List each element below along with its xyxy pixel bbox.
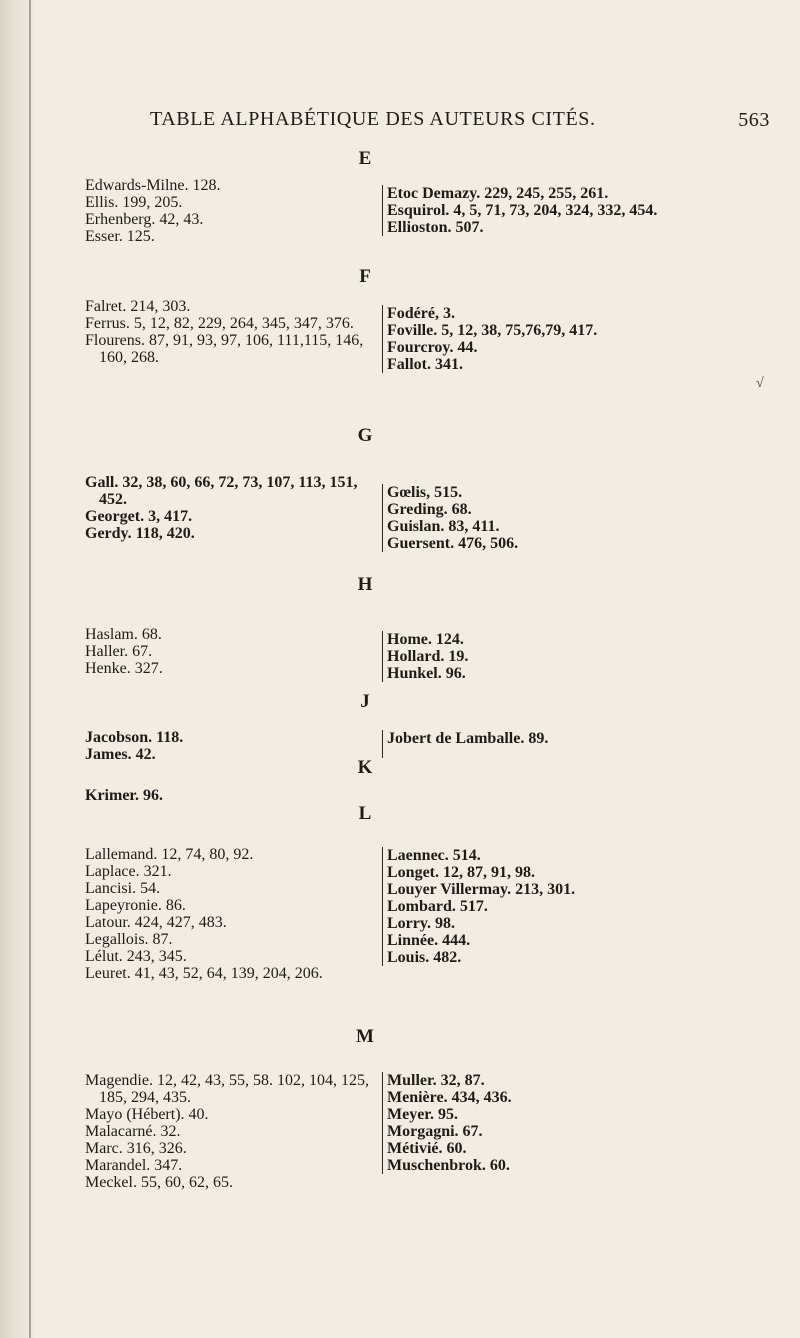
index-entry: Haller. 67. [85,643,153,660]
section-letter-f: F [359,266,371,287]
section-letter-g: G [357,425,373,446]
section-g-left-column [85,474,377,542]
section-letter-l: L [358,803,372,824]
index-entry: Greding. 68. [387,501,472,518]
page-title: TABLE ALPHABÉTIQUE DES AUTEURS CITÉS. [150,108,596,130]
section-f-right-column [382,305,767,373]
index-entry: Guislan. 83, 411. [387,518,500,535]
index-entry: Edwards-Milne. 128. [85,177,221,194]
index-entry: Henke. 327. [85,660,163,677]
section-l-right-column [382,847,767,966]
index-entry: Ferrus. 5, 12, 82, 229, 264, 345, 347, 376. [85,315,354,332]
margin-mark: √ [756,376,764,391]
index-entry: Muschenbrok. 60. [387,1157,510,1174]
index-entry: Legallois. 87. [85,931,173,948]
index-entry: Erhenberg. 42, 43. [85,211,204,228]
index-entry: Louyer Villermay. 213, 301. [387,881,576,898]
index-entry: Marandel. 347. [85,1157,183,1174]
index-entry: Longet. 12, 87, 91, 98. [387,864,535,881]
index-entry: Métivié. 60. [387,1140,467,1157]
index-entry: Lélut. 243, 345. [85,948,187,965]
index-entry: Haslam. 68. [85,626,162,643]
section-e-right-column [382,185,767,236]
index-entry: Linnée. 444. [387,932,471,949]
index-entry: Muller. 32, 87. [387,1072,485,1089]
index-entry: Jobert de Lamballe. 89. [387,730,549,747]
page-number: 563 [738,109,770,131]
index-entry: Marc. 316, 326. [85,1140,187,1157]
section-letter-j: J [360,691,370,712]
index-entry: Fodéré, 3. [387,305,455,322]
section-m-right-column [382,1072,767,1174]
index-entry: Guersent. 476, 506. [387,535,519,552]
section-j-right-column [382,730,767,758]
index-entry: Meckel. 55, 60, 62, 65. [85,1174,233,1191]
section-letter-m: M [356,1026,374,1047]
index-entry: Gerdy. 118, 420. [85,525,195,542]
index-entry: Lapeyronie. 86. [85,897,186,914]
index-entry: Lancisi. 54. [85,880,161,897]
section-e-left-column [85,177,377,245]
index-entry: James. 42. [85,746,156,763]
index-entry: Morgagni. 67. [387,1123,483,1140]
index-entry: Laplace. 321. [85,863,172,880]
index-entry: Esser. 125. [85,228,155,245]
index-entry: Menière. 434, 436. [387,1089,512,1106]
section-j-left-column [85,729,377,763]
index-entry: Krimer. 96. [85,787,164,804]
index-entry: Fourcroy. 44. [387,339,478,356]
index-entry: Hunkel. 96. [387,665,466,682]
section-h-right-column [382,631,767,682]
section-g-right-column [382,484,767,552]
index-entry: Esquirol. 4, 5, 71, 73, 204, 324, 332, 454. [387,202,658,219]
section-k-left-column [85,787,377,804]
section-m-left-column [85,1072,377,1191]
index-entry: Magendie. 12, 42, 43, 55, 58. 102, 104, 125, 185, 294, 435. [85,1072,369,1106]
section-l-left-column [85,846,377,982]
index-entry: Meyer. 95. [387,1106,458,1123]
index-entry: Jacobson. 118. [85,729,184,746]
index-entry: Falret. 214, 303. [85,298,191,315]
index-entry: Louis. 482. [387,949,462,966]
index-entry: Mayo (Hébert). 40. [85,1106,209,1123]
index-entry: Malacarné. 32. [85,1123,181,1140]
index-entry: Etoc Demazy. 229, 245, 255, 261. [387,185,609,202]
index-entry: Lallemand. 12, 74, 80, 92. [85,846,254,863]
index-entry: Ellis. 199, 205. [85,194,183,211]
index-entry: Foville. 5, 12, 38, 75,76,79, 417. [387,322,598,339]
gutter-line [29,0,31,1338]
index-entry: Georget. 3, 417. [85,508,193,525]
section-letter-k: K [357,757,373,778]
index-entry: Latour. 424, 427, 483. [85,914,227,931]
index-entry: Laennec. 514. [387,847,481,864]
index-entry: Hollard. 19. [387,648,469,665]
index-entry: Flourens. 87, 91, 93, 97, 106, 111,115, 146, 160, 268. [85,332,364,366]
index-entry: Leuret. 41, 43, 52, 64, 139, 204, 206. [85,965,323,982]
index-entry: Lombard. 517. [387,898,488,915]
index-entry: Gœlis, 515. [387,484,463,501]
section-f-left-column [85,298,377,366]
index-entry: Lorry. 98. [387,915,455,932]
section-h-left-column [85,626,377,677]
index-entry: Home. 124. [387,631,464,648]
index-entry: Fallot. 341. [387,356,463,373]
section-letter-e: E [358,148,372,169]
index-entry: Gall. 32, 38, 60, 66, 72, 73, 107, 113, 151, 452. [85,474,358,508]
index-entry: Ellioston. 507. [387,219,484,236]
section-letter-h: H [357,574,373,595]
